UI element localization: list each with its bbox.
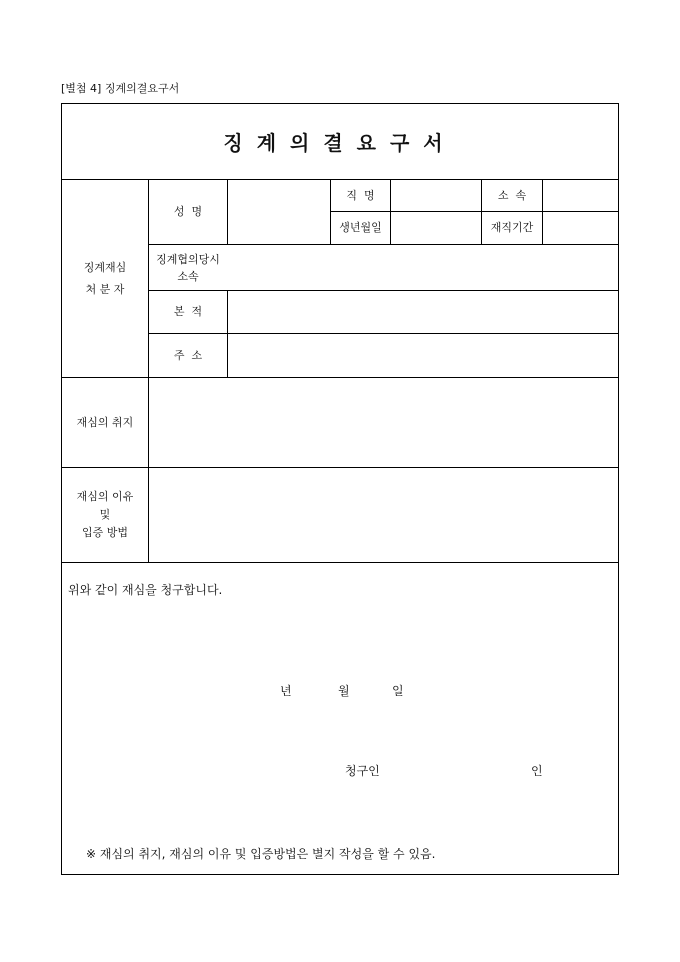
seal-label: 인 [531, 764, 543, 778]
attachment-label: [별첨 4] 징계의결요구서 [61, 82, 180, 95]
subject-label-line2: 처 분 자 [85, 282, 125, 296]
position-label: 직 명 [346, 188, 375, 202]
service-period-label: 재직기간 [490, 221, 534, 234]
subject-label-line1: 징계재심 [83, 260, 127, 274]
reason-field[interactable] [149, 468, 618, 562]
form-title: 징계의결요구서 [223, 131, 457, 155]
committee-affiliation-field[interactable] [228, 245, 618, 290]
committee-affiliation-label-line2: 소속 [177, 269, 199, 283]
name-field[interactable] [228, 180, 330, 244]
disciplinary-request-form [61, 103, 619, 875]
committee-affiliation-label-line1: 징계협의당시 [156, 252, 220, 266]
committee-affiliation-label [149, 245, 227, 290]
year-label: 년 [280, 684, 292, 698]
month-label: 월 [338, 684, 350, 698]
reason-label [62, 468, 148, 562]
day-label: 일 [392, 684, 404, 698]
address-field[interactable] [228, 334, 618, 377]
footer-note: ※ 재심의 취지, 재심의 이유 및 입증방법은 별지 작성을 할 수 있음. [86, 847, 436, 861]
name-label: 성 명 [173, 205, 203, 218]
domicile-field[interactable] [228, 291, 618, 333]
position-field[interactable] [391, 180, 481, 211]
reason-label-line1: 재심의 이유 [76, 490, 134, 503]
domicile-label: 본 적 [173, 305, 203, 318]
purpose-field[interactable] [149, 378, 618, 467]
affiliation-label: 소 속 [497, 188, 527, 202]
birth-date-label: 생년월일 [339, 221, 382, 234]
affiliation-field[interactable] [543, 180, 618, 211]
address-label: 주 소 [173, 348, 203, 362]
reason-label-line2: 및 [99, 508, 111, 521]
subject-label [62, 180, 148, 377]
request-statement: 위와 같이 재심을 청구합니다. [68, 583, 223, 597]
line-reason-bottom [62, 562, 618, 563]
service-period-field[interactable] [543, 212, 618, 244]
reason-label-line3: 입증 방법 [81, 526, 128, 539]
birth-date-field[interactable] [391, 212, 481, 244]
purpose-label: 재심의 취지 [76, 415, 134, 429]
claimant-label: 청구인 [345, 764, 380, 778]
